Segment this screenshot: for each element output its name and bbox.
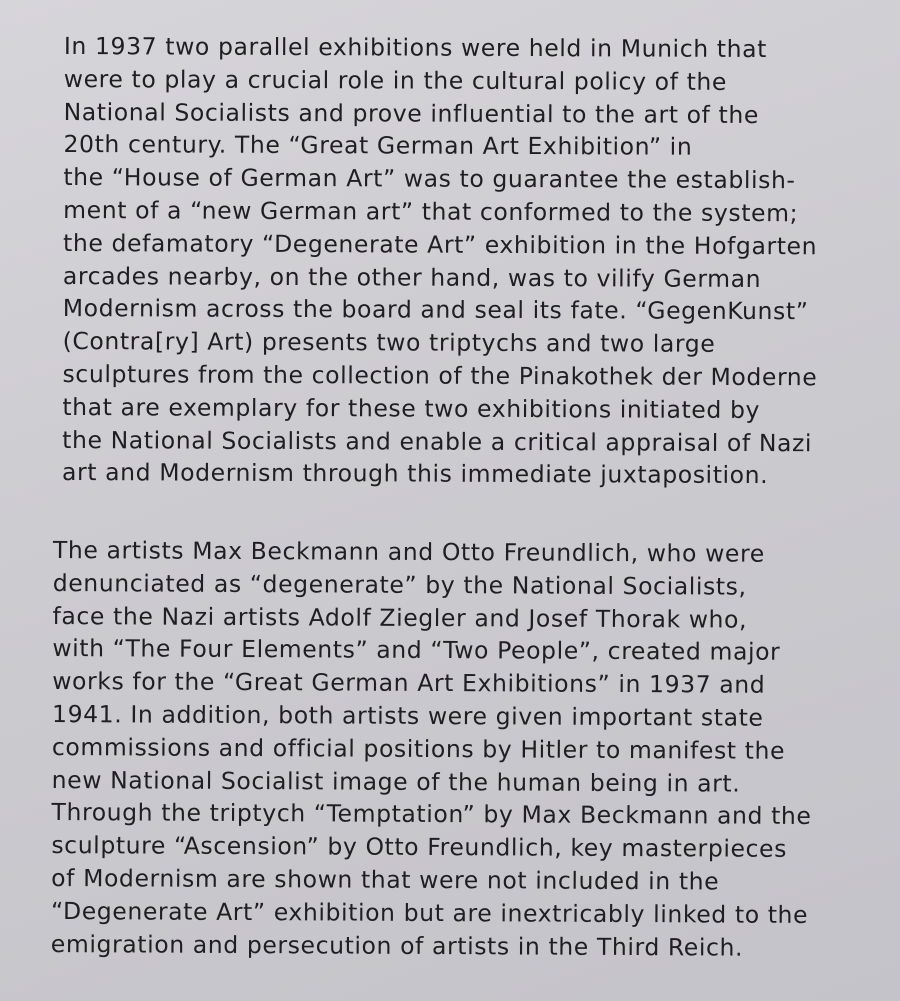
text-line: were to play a crucial role in the cultural policy of the xyxy=(63,64,728,96)
text-line: works for the “Great German Art Exhibitions” in 1937 and xyxy=(52,667,766,699)
text-line: The artists Max Beckmann and Otto Freundlich, who were xyxy=(52,536,765,568)
text-line: commissions and official positions by Hitler to manifest the xyxy=(51,732,786,765)
text-line: 20th century. The “Great German Art Exhibition” in xyxy=(63,130,693,162)
text-line: sculpture “Ascension” by Otto Freundlich, key masterpieces xyxy=(51,831,788,864)
text-line: ment of a “new German art” that conformed to the system; xyxy=(63,195,799,228)
text-line: the National Socialists and enable a critical appraisal of Nazi xyxy=(62,425,813,457)
text-line: 1941. In addition, both artists were given important state xyxy=(51,699,764,732)
text-line: of Modernism are shown that were not included in the xyxy=(51,863,720,896)
text-line: art and Modernism through this immediate juxtaposition. xyxy=(62,458,769,490)
text-line: the “House of German Art” was to guarantee the establish- xyxy=(63,163,796,195)
paragraph-exhibitions-1937 xyxy=(62,30,819,492)
text-line: the defamatory “Degenerate Art” exhibition in the Hofgarten xyxy=(63,228,818,261)
text-line: that are exemplary for these two exhibitions initiated by xyxy=(62,392,761,424)
text-line: (Contra[ry] Art) presents two triptychs and two large xyxy=(62,327,716,359)
text-line: “Degenerate Art” exhibition but are inextricably linked to the xyxy=(50,896,809,929)
text-line: sculptures from the collection of the Pinakothek der Moderne xyxy=(62,359,818,392)
text-line: emigration and persecution of artists in the Third Reich. xyxy=(50,929,744,962)
text-line: Modernism across the board and seal its fate. “GegenKunst” xyxy=(62,294,809,326)
text-line: National Socialists and prove influential to the art of the xyxy=(63,97,759,129)
text-line: with “The Four Elements” and “Two People”, created major xyxy=(52,634,781,667)
text-line: In 1937 two parallel exhibitions were held in Munich that xyxy=(63,31,768,64)
text-line: face the Nazi artists Adolf Ziegler and Josef Thorak who, xyxy=(52,601,748,634)
paragraph-artists xyxy=(51,534,813,964)
text-line: Through the triptych “Temptation” by Max Beckmann and the xyxy=(51,798,812,831)
text-line: new National Socialist image of the human being in art. xyxy=(51,765,741,798)
text-line: arcades nearby, on the other hand, was to vilify German xyxy=(62,261,762,293)
text-line: denunciated as “degenerate” by the National Socialists, xyxy=(52,568,747,601)
